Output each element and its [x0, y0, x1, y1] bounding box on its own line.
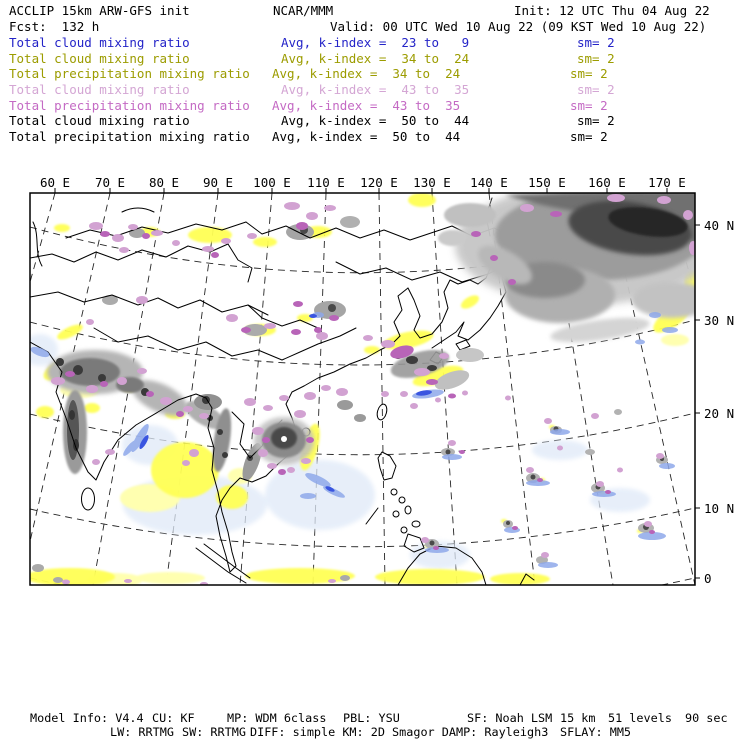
legend-label-3: Total precipitation mixing ratio	[9, 66, 250, 81]
org-name: NCAR/MMM	[273, 3, 334, 18]
model-version: Model Info: V4.4	[30, 711, 144, 725]
convective-cells-gray	[425, 409, 668, 564]
lat-tick-label: 0	[704, 571, 712, 586]
lon-tick-label: 80 E	[148, 175, 180, 190]
forecast-hour: Fcst: 132 h	[9, 19, 100, 34]
lon-tick-label: 160 E	[588, 175, 626, 190]
lon-tick-label: 110 E	[307, 175, 345, 190]
lat-tick-label: 20 N	[704, 406, 735, 421]
lon-tick-label: 60 E	[39, 175, 71, 190]
timestep: 90 sec	[685, 711, 728, 725]
legend-sm-6: sm= 2	[577, 113, 615, 128]
lon-tick-label: 130 E	[413, 175, 451, 190]
microphysics-scheme: MP: WDM 6class	[227, 711, 327, 725]
legend-sm-3: sm= 2	[570, 66, 608, 81]
lat-tick-label: 30 N	[704, 313, 735, 328]
legend-stats-2: Avg, k-index = 34 to 24	[281, 51, 470, 66]
legend-stats-6: Avg, k-index = 50 to 44	[281, 113, 470, 128]
vertical-levels: 51 levels	[608, 711, 672, 725]
legend-stats-4: Avg, k-index = 43 to 35	[281, 82, 470, 97]
lon-tick-label: 70 E	[94, 175, 126, 190]
lw-scheme: LW: RRTMG	[110, 725, 174, 739]
legend-stats-7: Avg, k-index = 50 to 44	[272, 129, 461, 144]
surface-layer-scheme: SFLAY: MM5	[560, 725, 632, 739]
lon-tick-label: 120 E	[360, 175, 398, 190]
surface-scheme: SF: Noah LSM	[467, 711, 553, 725]
legend-label-6: Total cloud mixing ratio	[9, 113, 190, 128]
legend-sm-4: sm= 2	[577, 82, 615, 97]
legend-stats-3: Avg, k-index = 34 to 24	[272, 66, 461, 81]
grid-spacing: 15 km	[560, 711, 596, 725]
lat-tick-label: 40 N	[704, 218, 735, 233]
diffusion-damping-info: DIFF: simple KM: 2D Smagor DAMP: Rayleigh3	[250, 725, 549, 739]
legend-sm-7: sm= 2	[570, 129, 608, 144]
valid-time: Valid: 00 UTC Wed 10 Aug 22 (09 KST Wed 10 Aug 22)	[330, 19, 707, 34]
legend-label-7: Total precipitation mixing ratio	[9, 129, 250, 144]
legend-label-4: Total cloud mixing ratio	[9, 82, 190, 97]
legend-label-5: Total precipitation mixing ratio	[9, 98, 250, 113]
legend-sm-2: sm= 2	[577, 51, 615, 66]
legend-sm-5: sm= 2	[570, 98, 608, 113]
init-time: Init: 12 UTC Thu 04 Aug 22	[514, 3, 710, 18]
legend-sm-1: sm= 2	[577, 35, 615, 50]
legend-stats-1: Avg, k-index = 23 to 9	[281, 35, 470, 50]
sw-scheme: SW: RRTMG	[182, 725, 246, 739]
legend-label-2: Total cloud mixing ratio	[9, 51, 190, 66]
lon-tick-label: 140 E	[470, 175, 508, 190]
lon-tick-label: 150 E	[528, 175, 566, 190]
legend-label-1: Total cloud mixing ratio	[9, 35, 190, 50]
pbl-scheme: PBL: YSU	[343, 711, 400, 725]
lon-tick-label: 90 E	[202, 175, 234, 190]
lon-tick-label: 100 E	[253, 175, 291, 190]
lon-tick-label: 170 E	[648, 175, 686, 190]
model-title: ACCLIP 15km ARW-GFS init	[9, 3, 190, 18]
lat-tick-label: 10 N	[704, 501, 735, 516]
legend-stats-5: Avg, k-index = 43 to 35	[272, 98, 461, 113]
cumulus-scheme: CU: KF	[152, 711, 195, 725]
